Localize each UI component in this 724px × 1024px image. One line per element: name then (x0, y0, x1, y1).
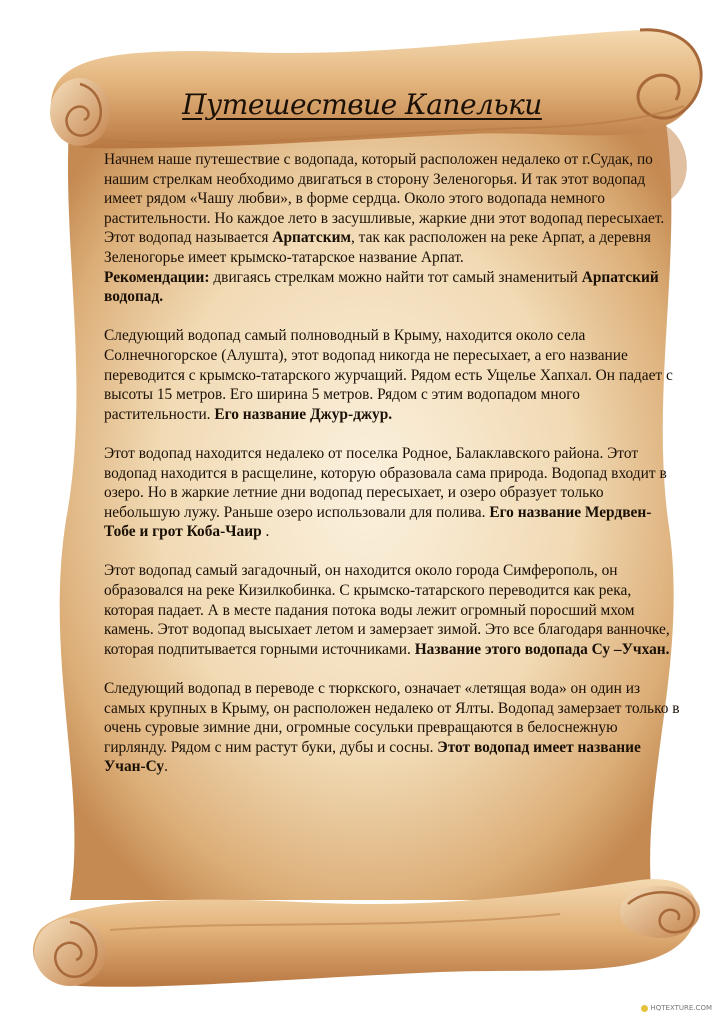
waterfall-name: Этот водопад имеет название Учан-Су (104, 738, 641, 776)
scroll-bottom-curl-right (620, 886, 700, 938)
page-title: Путешествие Капельки (182, 88, 542, 121)
paragraph-merdven-tobe: Этот водопад находится недалеко от поселка Родное, Балаклавского района. Этот водопад находится в расщелине, которую образовала сама природа. Водопад входит в озеро. Но в жаркие летние дни водопад пересыхает, и озеро образует только небольшую лужу. Раньше озеро использовали для полива. Его название Мердвен-Тобе и грот Коба-Чаир . (104, 444, 667, 541)
waterfall-name: Его название Мердвен-Тобе и грот Коба-Чаир (104, 503, 652, 541)
recommendation-target: Арпатский водопад. (104, 268, 659, 306)
waterfall-name: Его название Джур-джур. (214, 405, 393, 423)
waterfall-name: Название этого водопада Су –Учхан. (414, 640, 670, 658)
watermark-logo-icon (641, 1005, 648, 1012)
paragraph-su-uchkhan: Этот водопад самый загадочный, он находится около города Симферополь, он образовался на реке Кизилкобинка. С крымско-татарского переводится как река, которая падает. А в месте падания потока воды лежит огромный поросший мхом камень. Этот водопад высыхает летом и замерзает зимой. Это все благодаря ванночке, которая подпитывается горными источниками. Название этого водопада Су –Учхан. (104, 562, 670, 658)
paragraph-dzhur-dzhur: Следующий водопад самый полноводный в Крыму, находится около села Солнечногорское (Алушта), этот водопад никогда не пересыхает, а его название переводится с крымско-татарского журчащий. Рядом есть Ущелье Хапхал. Он падает с высоты 15 метров. Его ширина 5 метров. Рядом с этим водопадом много растительности. Его название Джур-джур. (104, 327, 673, 423)
paragraph-uchan-su: Следующий водопад в переводе с тюркского, означает «летящая вода» он один из самых крупных в Крыму, он расположен недалеко от Ялты. Водопад замерзает только в очень суровые зимние дни, огромные сосульки превращаются в белоснежную гирлянду. Рядом с ним растут буки, дубы и сосны. Этот водопад имеет название Учан-Су. (104, 680, 680, 776)
watermark: HQTEXTURE.COM (641, 1004, 713, 1012)
recommendation-label: Рекомендации: (104, 268, 210, 286)
paragraph-arpat: Начнем наше путешествие с водопада, который расположен недалеко от г.Судак, по нашим стрелкам необходимо двигаться в сторону Зеленогорья. И так этот водопад имеет рядом «Чашу любви», в форме сердца. Около этого водопада немного растительности. Но каждое лето в засушливые, жаркие дни этот водопад пересыхает. Этот водопад называется Арпатским, так как расположен на реке Арпат, а деревня Зеленогорье имеет крымско-татарское название Арпат. Рекомендации: двигаясь стрелкам можно найти тот самый знаменитый Арпатский водопад. (104, 151, 665, 306)
document-body (104, 150, 680, 797)
waterfall-name: Арпатским (272, 229, 351, 247)
